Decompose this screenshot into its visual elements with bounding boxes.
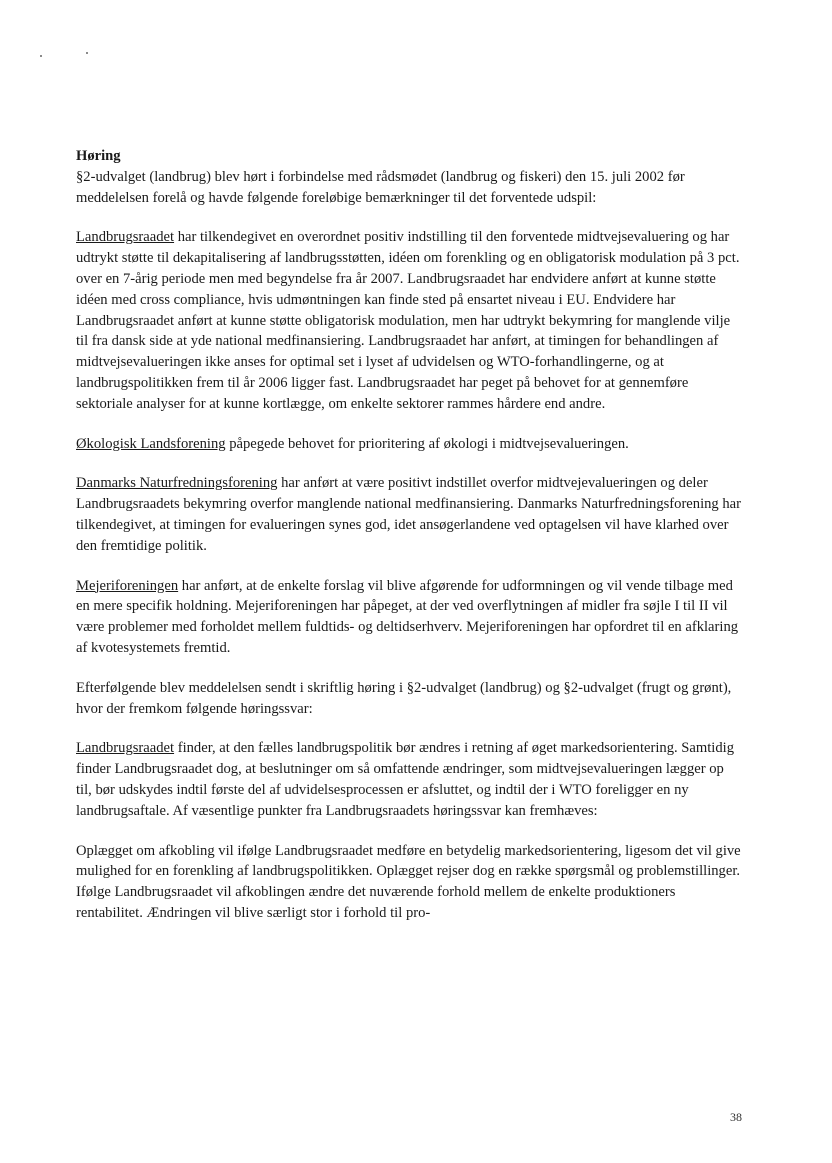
org-name: Økologisk Landsforening bbox=[76, 435, 226, 452]
paragraph-closing: Oplægget om afkobling vil ifølge Landbrugsraadet medføre en betydelig markedsorientering, ligesom det vil give mulighed for en forenkling af landbrugspolitikken. Oplægget rejser dog en række spørgsmål og problemstillinger. Ifølge Landbrugsraadet vil afkoblingen ændre det nuværende forhold mellem de enkelte produktioners rentabilitet. Ændringen vil blive særligt stor i forhold til pro- bbox=[76, 842, 741, 921]
org-name: Danmarks Naturfredningsforening bbox=[76, 475, 278, 492]
scan-speck bbox=[40, 55, 42, 57]
paragraph-text: påpegede behovet for prioritering af økologi i midtvejsevalueringen. bbox=[225, 435, 629, 452]
paragraph-landbrugsraadet-response bbox=[76, 738, 742, 821]
document-page bbox=[76, 146, 742, 943]
paragraph-mejeriforeningen bbox=[76, 576, 742, 659]
intro-paragraph bbox=[76, 167, 742, 209]
section-heading: Høring bbox=[76, 148, 121, 164]
paragraph-danmarks-naturfredningsforening bbox=[76, 473, 742, 556]
intro-block bbox=[76, 146, 742, 208]
paragraph-okologisk-landsforening bbox=[76, 434, 742, 455]
paragraph-text: finder, at den fælles landbrugspolitik bør ændres i retning af øget markedsorientering. Samtidig finder Landbrugsraadet dog, at beslutninger om så omfattende ændringer, som midtvejsevalueringen lægger op til, bør udskydes indtil første del af udvidelsesprocessen er afsluttet, og indtil der i WTO foreligger en ny landbrugsaftale. Af væsentlige punkter fra Landbrugsraadets høringssvar kan fremhæves: bbox=[76, 740, 734, 819]
scan-speck bbox=[86, 52, 88, 54]
page-number: 38 bbox=[730, 1110, 742, 1124]
paragraph-text: har anført, at de enkelte forslag vil blive afgørende for udformningen og vil vende tilbage med en mere specifik holdning. Mejeriforeningen har påpeget, at der ved overflytningen af midler fra søjle I til II vil være problemer med forholdet mellem fuldtids- og deltidserhverv. Mejeriforeningen har opfordret til en afklaring af kvotesystemets fremtid. bbox=[76, 577, 739, 656]
org-name: Landbrugsraadet bbox=[76, 229, 175, 246]
paragraph-landbrugsraadet bbox=[76, 227, 742, 414]
org-name: Mejeriforeningen bbox=[76, 577, 179, 594]
paragraph-text: har tilkendegivet en overordnet positiv indstilling til den forventede midtvejsevaluering og har udtrykt støtte til dekapitalisering af landbrugsstøtten, idéen om forenkling og en obligatorisk modulation på 3 pct. over en 7-årig periode men med begyndelse fra år 2007. Landbrugsraadet har endvidere anført at kunne støtte idéen med cross compliance, hvis udmøntningen kan finde sted på ensartet niveau i EU. Endvidere har Landbrugsraadet anført at kunne støtte obligatorisk modulation, men har udtrykt bekymring for manglende vilje til fra dansk side at yde national medfinansiering. Landbrugsraadet har anført, at timingen for behandlingen af midtvejsevalueringen ikke anses for optimal set i lyset af udvidelsen og WTO-forhandlingerne, og at landbrugspolitikken frem til år 2006 ligger fast. Landbrugsraadet har peget på behovet for at gennemføre sektoriale analyser for at kunne kortlægge, om enkelte sektorer rammes hårdere end andre. bbox=[76, 229, 740, 412]
intro-text: §2-udvalget (landbrug) blev hørt i forbindelse med rådsmødet (landbrug og fiskeri) den 15. juli 2002 før meddelelsen forelå og havde følgende foreløbige bemærkninger til det forventede udspil: bbox=[76, 168, 685, 206]
paragraph-followup: Efterfølgende blev meddelelsen sendt i skriftlig høring i §2-udvalget (landbrug) og §2-udvalget (frugt og grønt), hvor der fremkom følgende høringssvar: bbox=[76, 679, 732, 717]
paragraph-text: har anført at være positivt indstillet overfor midtvejevalueringen og deler Landbrugsraadets bekymring overfor manglende national medfinansiering. Danmarks Naturfredningsforening har tilkendegivet, at timingen for evalueringen synes god, idet ansøgerlandene ved optagelsen vil have klarhed over den fremtidige politik. bbox=[76, 475, 742, 554]
org-name: Landbrugsraadet bbox=[76, 740, 175, 757]
